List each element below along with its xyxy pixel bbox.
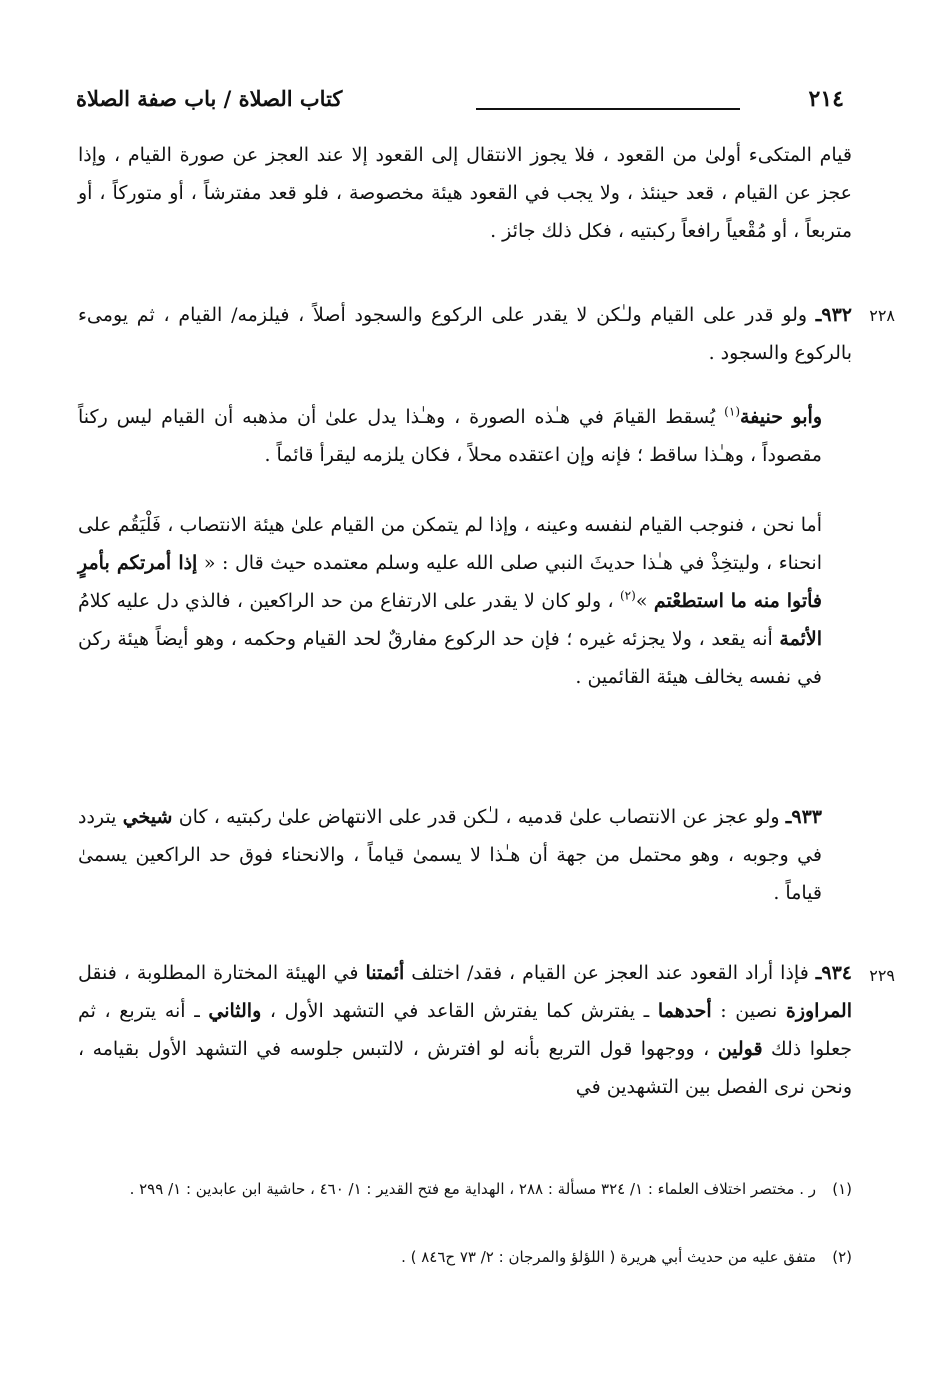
term-second: والثاني bbox=[208, 1000, 262, 1022]
paragraph-text: ، ووجهوا قول التربع بأنه لو افترش ، لالتبس جلوسه في التشهد الأول بقيامه ، ونحن نرى الفصل بين التشهدين في bbox=[78, 1038, 852, 1098]
paragraph-our-view bbox=[78, 506, 822, 696]
paragraph-text: ولو قدر على القيام ولـٰكن لا يقدر على الركوع والسجود أصلاً ، فيلزمه/ القيام ، ثم يومىء بالركوع والسجود . bbox=[78, 304, 852, 364]
margin-reference: ٢٢٨ bbox=[869, 306, 895, 325]
chapter-title: كتاب الصلاة / باب صفة الصلاة bbox=[76, 86, 343, 111]
paragraph-text: » bbox=[635, 590, 654, 612]
paragraph-text: أنه يقعد ، ولا يجزئه غيره ؛ فإن حد الركوع مفارقٌ لحد القيام وحكمه ، وهو أيضاً هيئة ركن في نفسه يخالف هيئة القائمين . bbox=[78, 628, 822, 688]
page-number: ٢١٤ bbox=[808, 86, 844, 112]
paragraph-text: ـ يفترش كما يفترش القاعد في التشهد الأول ، bbox=[261, 1000, 658, 1022]
issue-933 bbox=[78, 798, 822, 912]
margin-reference: ٢٢٩ bbox=[869, 966, 895, 985]
term-first: أحدهما bbox=[657, 1000, 712, 1022]
footnote-text: متفق عليه من حديث أبي هريرة ( اللؤلؤ والمرجان : ٢/ ٧٣ ح٨٤٦ ) . bbox=[401, 1248, 816, 1266]
hadith-quote: إذا أمرتكم بأمرٍ فأتوا منه ما استطعْتم bbox=[78, 552, 823, 612]
footnote-ref[interactable]: (٢) bbox=[619, 588, 636, 603]
header-rule bbox=[476, 108, 740, 110]
term-imams: الأئمة bbox=[779, 628, 822, 650]
footnote-2 bbox=[78, 1244, 852, 1271]
footnote-ref[interactable]: (١) bbox=[724, 404, 740, 419]
footnote-number: (١) bbox=[832, 1180, 852, 1198]
issue-934 bbox=[78, 954, 852, 1106]
issue-932 bbox=[78, 296, 852, 372]
paragraph-text: نصين : bbox=[711, 1000, 786, 1022]
issue-number: ٩٣٢ـ bbox=[815, 304, 852, 326]
issue-number: ٩٣٣ـ bbox=[785, 806, 822, 828]
term-aimmatuna: أئمتنا bbox=[365, 962, 405, 984]
paragraph-text: فإذا أراد القعود عند العجز عن القيام ، فقد/ اختلف bbox=[404, 962, 816, 984]
term-marawiza: المراوزة bbox=[785, 1000, 852, 1022]
footnote-number: (٢) bbox=[832, 1248, 852, 1266]
scholar-name: وأبو حنيفة bbox=[740, 406, 822, 428]
term-shaykh: شيخي bbox=[122, 806, 173, 828]
paragraph-text: قيام المتكىء أولىٰ من القعود ، فلا يجوز الانتقال إلى القعود إلا عند العجز عن صورة القيام ، وإذا عجز عن القيام ، قعد حينئذ ، ولا يجب في القعود هيئة مخصوصة ، فلو قعد مفترشاً ، أو متوركاً ، أو متربعاً ، أو مُقْعياً رافعاً ركبتيه ، فكل ذلك جائز . bbox=[78, 144, 852, 242]
paragraph-text: أما نحن ، فنوجب القيام لنفسه وعينه ، وإذا لم يتمكن من القيام علىٰ هيئة الانتصاب ، فَلْيَقُم على انحناء ، وليتخِذْ في هـٰذا حديثَ النبي صلى الله عليه وسلم معتمده حيث قال : « bbox=[78, 514, 822, 574]
term-qawlayn: قولين bbox=[717, 1038, 763, 1060]
footnote-text: ر . مختصر اختلاف العلماء : ١/ ٣٢٤ مسألة : ٢٨٨ ، الهداية مع فتح القدير : ١/ ٤٦٠ ، حاشية ابن عابدين : ١/ ٢٩٩ . bbox=[129, 1180, 816, 1198]
paragraph-1 bbox=[78, 136, 852, 250]
paragraph-abu-hanifa bbox=[78, 398, 822, 474]
paragraph-text: في الهيئة المختارة المطلوبة ، فنقل bbox=[78, 962, 366, 984]
paragraph-text: يُسقط القيامَ في هـٰذه الصورة ، وهـٰذا يدل علىٰ أن مذهبه أن القيام ليس ركناً مقصوداً ، وهـٰذا ساقط ؛ فإنه وإن اعتقده محلاً ، فكان يلزمه ليقرأ قائماً . bbox=[78, 406, 822, 466]
issue-number: ٩٣٤ـ bbox=[815, 962, 852, 984]
running-header bbox=[76, 86, 852, 116]
footnote-1 bbox=[78, 1176, 852, 1203]
paragraph-text: ـ أنه يتربع ، ثم جعلوا ذلك bbox=[78, 1000, 852, 1060]
paragraph-text: يتردد في وجوبه ، وهو محتمل من جهة أن هـٰذا لا يسمىٰ قياماً ، والانحناء فوق حد الراكعين يسمىٰ قياماً . bbox=[78, 806, 822, 904]
footnote-separator bbox=[76, 1163, 852, 1164]
paragraph-text: ، ولو كان لا يقدر على الارتفاع من حد الراكعين ، فالذي دل عليه كلامُ bbox=[78, 590, 620, 612]
paragraph-text: ولو عجز عن الانتصاب علىٰ قدميه ، لـٰكن قدر على الانتهاض علىٰ ركبتيه ، كان bbox=[172, 806, 786, 828]
